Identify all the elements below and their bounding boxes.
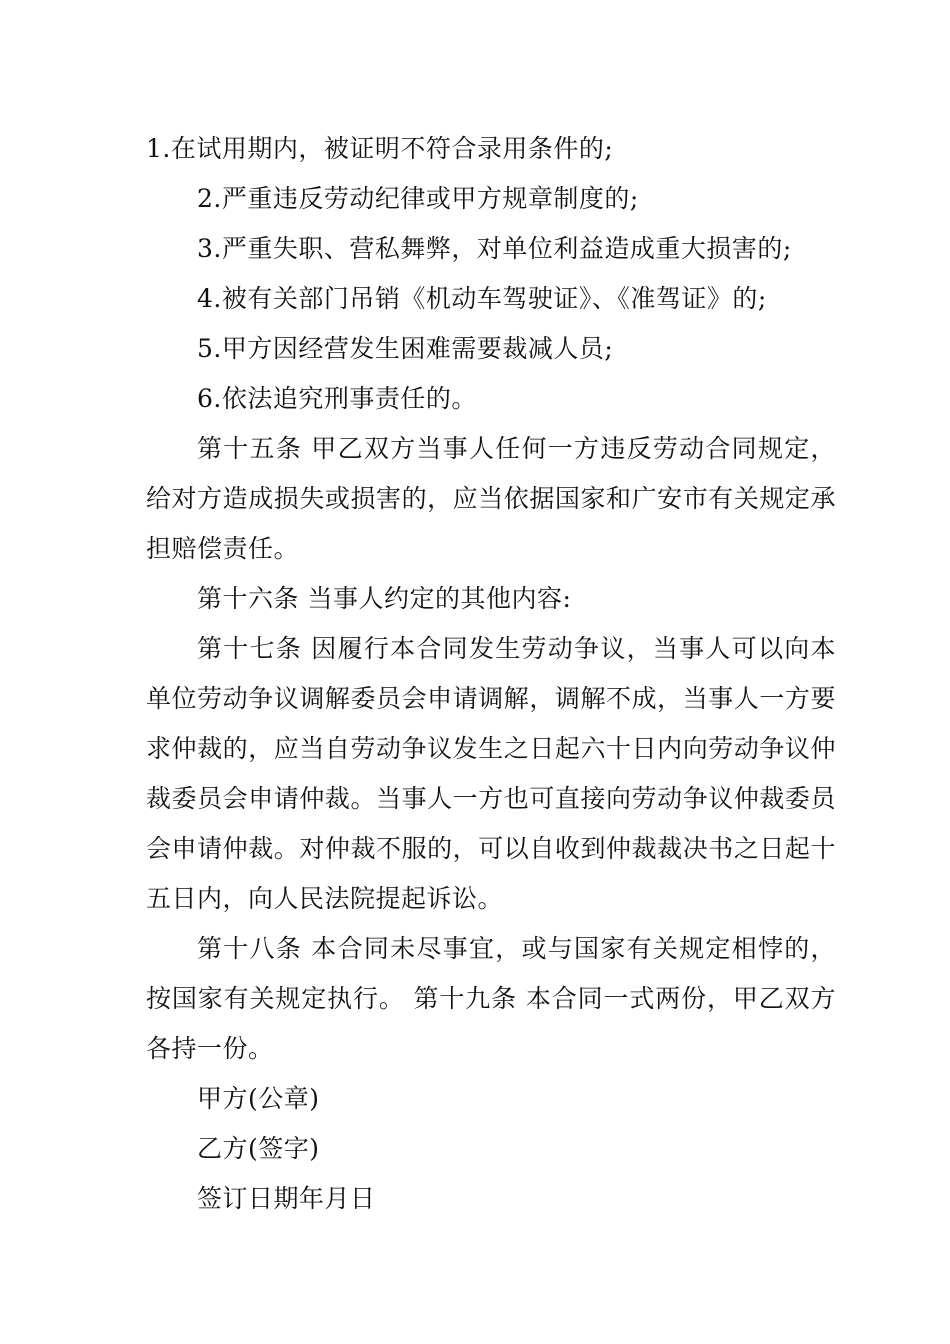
- party-b-signature: 乙方(签字): [197, 1134, 320, 1163]
- clause-item-2: 2.严重违反劳动纪律或甲方规章制度的;: [197, 184, 639, 213]
- article-16: 第十六条 当事人约定的其他内容:: [197, 584, 572, 613]
- clause-item-5: 5.甲方因经营发生困难需要裁减人员;: [197, 334, 614, 363]
- clause-item-3: 3.严重失职、营私舞弊，对单位利益造成重大损害的;: [197, 234, 792, 263]
- document-body: [146, 124, 836, 1224]
- clause-item-4: 4.被有关部门吊销《机动车驾驶证》、《准驾证》的;: [197, 284, 767, 313]
- article-18-19: 第十八条 本合同未尽事宜，或与国家有关规定相悖的，按国家有关规定执行。 第十九条 本合同一式两份，甲乙双方各持一份。: [146, 934, 836, 1063]
- signing-date: 签订日期年月日: [197, 1184, 376, 1213]
- clause-item-1: 1.在试用期内，被证明不符合录用条件的;: [146, 134, 614, 163]
- article-15: 第十五条 甲乙双方当事人任何一方违反劳动合同规定，给对方造成损失或损害的，应当依据国家和广安市有关规定承担赔偿责任。: [146, 434, 836, 563]
- clause-item-6: 6.依法追究刑事责任的。: [197, 384, 477, 413]
- article-17: 第十七条 因履行本合同发生劳动争议，当事人可以向本单位劳动争议调解委员会申请调解，调解不成，当事人一方要求仲裁的，应当自劳动争议发生之日起六十日内向劳动争议仲裁委员会申请仲裁。当事人一方也可直接向劳动争议仲裁委员会申请仲裁。对仲裁不服的，可以自收到仲裁裁决书之日起十五日内，向人民法院提起诉讼。: [146, 634, 836, 913]
- party-a-seal: 甲方(公章): [197, 1084, 320, 1113]
